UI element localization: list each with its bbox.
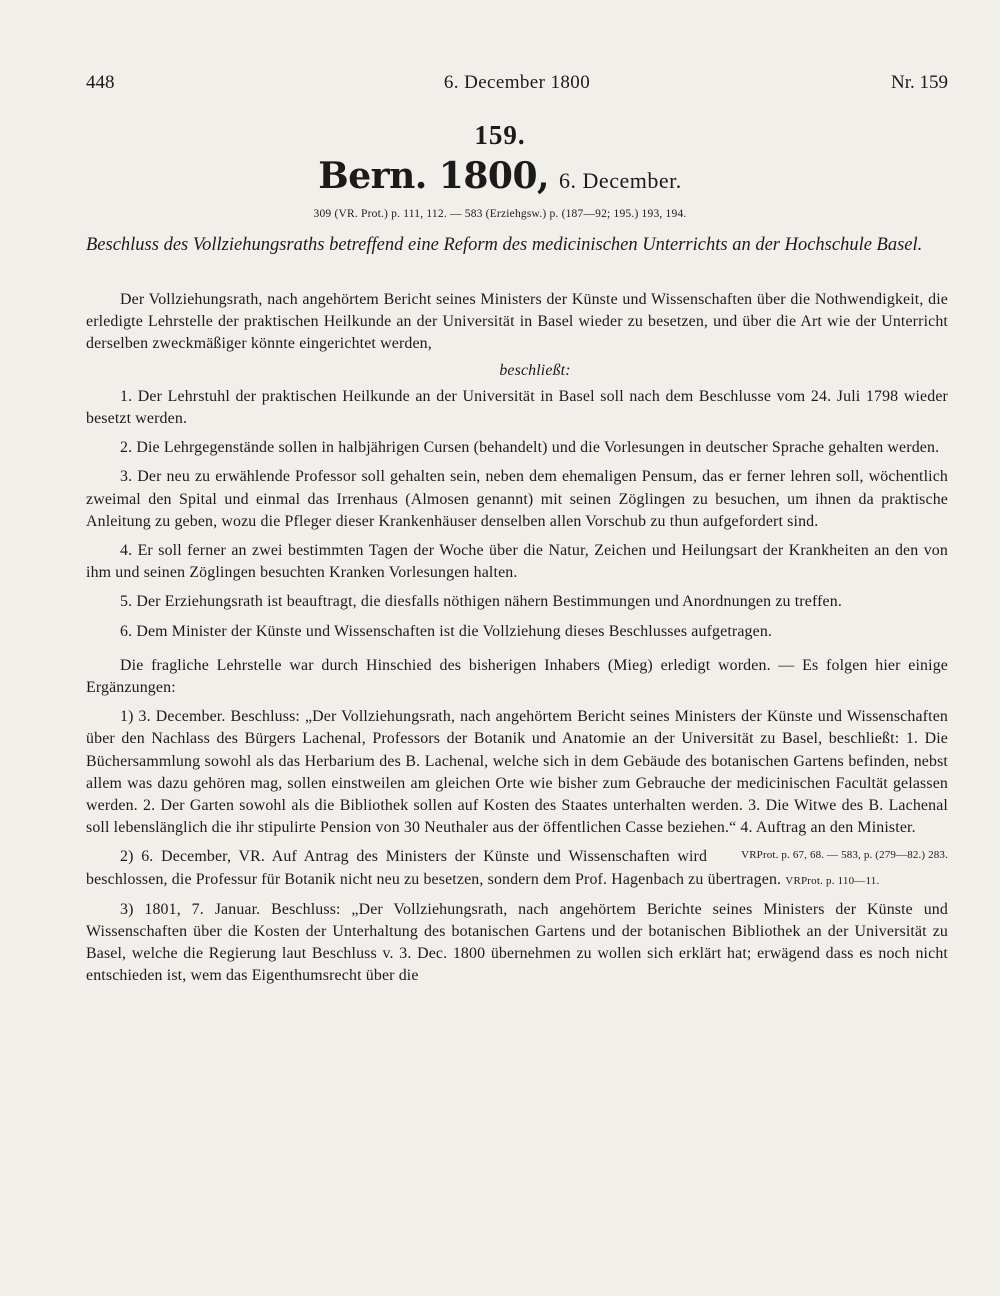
- resolution-item: 1. Der Lehrstuhl der praktischen Heilkunde an der Universität in Basel soll nach dem Beschlusse vom 24. Juli 1798 wieder besetzt werden.: [86, 387, 948, 428]
- place-day: 6. December.: [559, 168, 682, 193]
- supplement-paragraph: [86, 706, 948, 862]
- supplement-paragraph: 3) 1801, 7. Januar. Beschluss: „Der Vollziehungsrath, nach angehörtem Berichte seines Ministers der Künste und Wissenschaften über die Kosten der Unterhaltung des botanischen Gartens und der botanischen Bibliothek an der Universität zu Basel, welche die Regierung laut Beschluss v. 3. Dec. 1800 übernehmen zu wollen sich erklärt hat; erwägend dass es noch nicht entschieden ist, wem das Eigenthumsrecht über die: [86, 900, 948, 985]
- document-title: Beschluss des Vollziehungsraths betreffend eine Reform des medicinischen Unterrichts an der Hochschule Basel.: [86, 235, 923, 255]
- resolution-verb: beschließt:: [499, 361, 571, 379]
- page-number: 448: [86, 72, 115, 93]
- source-references: 309 (VR. Prot.) p. 111, 112. — 583 (Erziehgsw.) p. (187—92; 195.) 193, 194.: [313, 208, 687, 220]
- resolution-item: 2. Die Lehrgegenstände sollen in halbjährigen Cursen (behandelt) und die Vorlesungen in deutscher Sprache gehalten werden.: [120, 439, 940, 457]
- supplement-text: 1) 3. December. Beschluss: „Der Vollziehungsrath, nach angehörtem Bericht seines Ministers der Künste und Wissenschaften über den Nachlass des Bürgers Lachenal, Professors der Botanik und Anatomie an der Universität zu Basel, beschließt: 1. Die Büchersammlung sowohl als das Herbarium des B. Lachenal, welche sich in dem Gebäude des botanischen Gartens befinden, nebst allem was dazu gehören mag, sollen einstweilen am gleichen Orte wie bisher zum Gebrauche der medicinischen Facultät gelassen werden. 2. Der Garten sowohl als die Bibliothek sollen auf Kosten des Staates unterhalten werden. 3. Die Witwe des B. Lachenal soll lebenslänglich die ihr stipulirte Pension von 30 Neuthaler aus der öffentlichen Casse beziehen.“ 4. Auftrag an den Minister.: [86, 708, 948, 837]
- header-date: 6. December 1800: [443, 72, 591, 93]
- place-and-date: [0, 155, 1000, 197]
- preamble-paragraph: Der Vollziehungsrath, nach angehörtem Bericht seines Ministers der Künste und Wissenschaften über die Nothwendigkeit, die erledigte Lehrstelle der praktischen Heilkunde an der Universität in Basel wieder zu besetzen, und über die Art wie der Unterricht derselben zweckmäßiger könnte eingerichtet werden,: [86, 291, 948, 353]
- resolution-item: 5. Der Erziehungsrath ist beauftragt, die diesfalls nöthigen nähern Bestimmungen und Anordnungen zu treffen.: [120, 593, 842, 611]
- note-intro-paragraph: Die fragliche Lehrstelle war durch Hinschied des bisherigen Inhabers (Mieg) erledigt worden. — Es folgen hier einige Ergänzungen:: [86, 656, 948, 697]
- supplement-source-reference: VRProt. p. 110—11.: [785, 874, 880, 887]
- document-reference: Nr. 159: [891, 72, 948, 93]
- document-number: 159.: [474, 120, 526, 150]
- document-body: [86, 289, 948, 995]
- resolution-item: 3. Der neu zu erwählende Professor soll gehalten sein, neben dem ehemaligen Pensum, das er ferner lehren soll, wöchentlich zweimal den Spital und einmal das Irrenhaus (Almosen genannt) mit seinen Zöglingen zu besuchen, um ihnen da praktische Anleitung zu geben, wozu die Pfleger dieser Krankenhäuser denselben allen Vorschub zu thun aufgefordert sind.: [86, 468, 948, 530]
- resolution-item: 6. Dem Minister der Künste und Wissenschaften ist die Vollziehung dieses Beschlusses aufgetragen.: [120, 622, 773, 640]
- place-year: Bern. 1800,: [318, 155, 550, 197]
- supplement-source-reference: VRProt. p. 67, 68. — 583, p. (279—82.) 283.: [741, 849, 948, 862]
- resolution-item: 4. Er soll ferner an zwei bestimmten Tagen der Woche über die Natur, Zeichen und Heilungsart der Krankheiten an den von ihm und seinen Zöglingen besuchten Kranken Vorlesungen halten.: [86, 542, 948, 582]
- running-header: [86, 72, 948, 98]
- supplement-text: 2) 6. December, VR. Auf Antrag des Ministers der Künste und Wissenschaften wird beschlossen, die Professur für Botanik nicht neu zu besetzen, sondern dem Prof. Hagenbach zu übertragen.: [86, 848, 782, 888]
